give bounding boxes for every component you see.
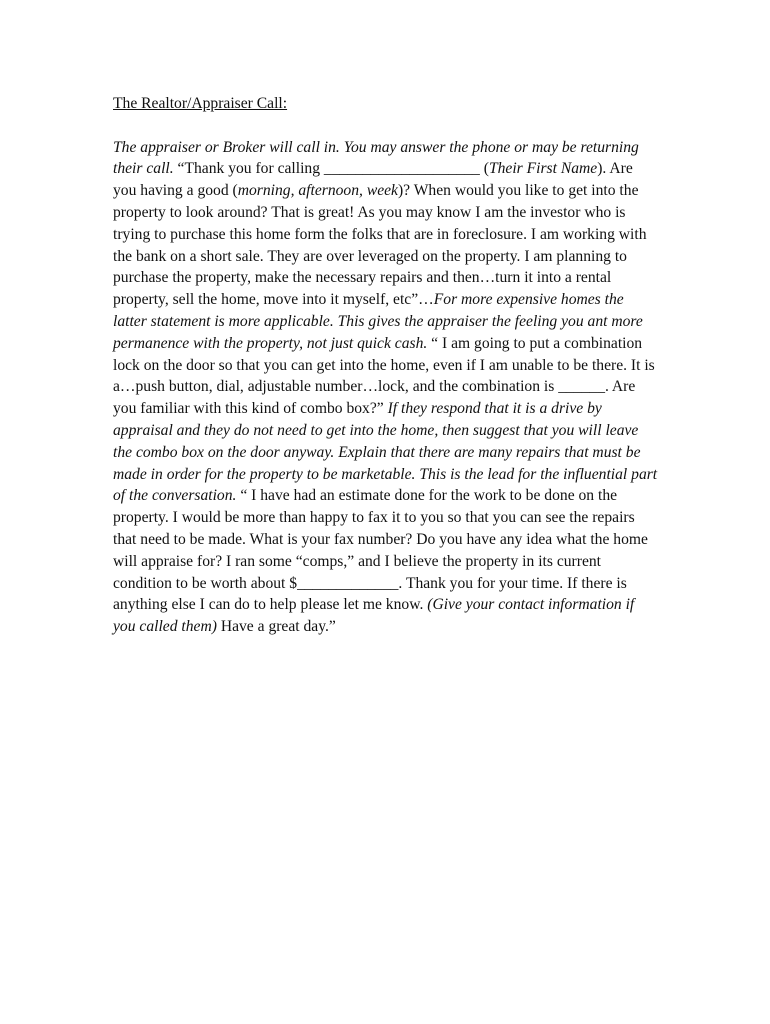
instruction-text: (Give your contact information if you called them) (113, 596, 635, 636)
instruction-text: For more expensive homes the latter statement is more applicable. This gives the appraiser the feeling you ant more permanence with the property, not just quick cash. (113, 291, 643, 352)
spoken-text: “ I have had an estimate done for the work to be done on the property. I would be more than happy to fax it to you so that you can see the repairs that need to be made. What is your fax number? Do you have any idea what the home will appraise for? I ran some “comps,” and I believe the property in its current condition to be worth about $_____________. Thank you for your time. If there is anything else I can do to help please let me know. (113, 487, 648, 614)
instruction-text: If they respond that it is a drive by appraisal and they do not need to get into the home, then suggest that you will leave the combo box on the door anyway. Explain that there are many repairs that must be made in order for the property to be marketable. This is the lead for the influential part of the conversation. (113, 400, 658, 505)
document-title: The Realtor/Appraiser Call: (113, 95, 288, 112)
spoken-text: “Thank you for calling ____________________ ( (173, 160, 489, 178)
spoken-text: ). Are you having a good ( (113, 160, 633, 200)
spoken-text: “ I am going to put a combination lock on the door so that you can get into the home, even if I am unable to be there. It is a…push button, dial, adjustable number…lock, and the combination is ______. Are you familiar with this kind of combo box?” (113, 334, 655, 418)
script-paragraph (113, 137, 658, 638)
instruction-text: Their First Name (488, 160, 598, 178)
instruction-text: The appraiser or Broker will call in. You may answer the phone or may be returning their call. (113, 138, 639, 178)
document-body (113, 93, 658, 638)
spoken-text: Have a great day.” (216, 618, 336, 636)
instruction-text: morning, afternoon, week (237, 182, 398, 200)
spoken-text: )? When would you like to get into the property to look around? That is great! As you may know I am the investor who is trying to purchase this home form the folks that are in foreclosure. I am working with the bank on a short sale. They are over leveraged on the property. I am planning to purchase the property, make the necessary repairs and then…turn it into a rental property, sell the home, move into it myself, etc”… (113, 182, 647, 309)
